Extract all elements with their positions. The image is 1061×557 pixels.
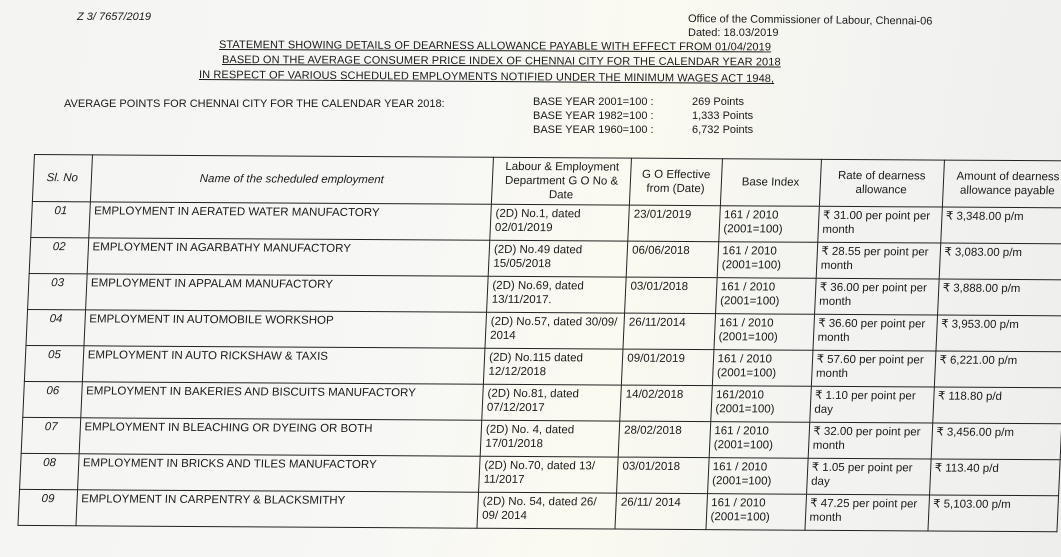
cell-employment-name: EMPLOYMENT IN BLEACHING OR DYEING OR BOTH [79, 418, 482, 456]
cell-effective-date: 09/01/2019 [622, 349, 714, 386]
cell-amount: ₹ 3,083.00 p/m [939, 243, 1061, 280]
base-year-value: 1,333 Points [692, 110, 754, 122]
reference-number: Z 3/ 7657/2019 [77, 11, 152, 23]
office-name: Office of the Commissioner of Labour, Chennai-06 [687, 13, 933, 28]
cell-rate: ₹ 1.05 per point per day [806, 458, 931, 495]
cell-employment-name: EMPLOYMENT IN AUTOMOBILE WORKSHOP [84, 310, 487, 348]
cell-base-index: 161 / 2010 (2001=100) [717, 242, 818, 279]
cell-base-index: 161 / 2010 (2001=100) [712, 350, 813, 387]
cell-sl-no: 06 [23, 381, 82, 417]
cell-go-no-date: (2D) No.1, dated 02/01/2019 [490, 204, 630, 241]
cell-go-no-date: (2D) No.69, dated 13/11/2017. [487, 276, 627, 313]
cell-effective-date: 03/01/2018 [625, 277, 717, 314]
issue-date: Dated: 18.03/2019 [688, 27, 779, 39]
cell-go-no-date: (2D) No.81, dated 07/12/2017 [482, 384, 622, 421]
cell-go-no-date: (2D) No.115 dated 12/12/2018 [483, 348, 623, 385]
cell-sl-no: 05 [24, 345, 83, 381]
cell-effective-date: 14/02/2018 [620, 385, 712, 422]
cell-effective-date: 06/06/2018 [626, 241, 718, 278]
cell-effective-date: 26/11/2014 [623, 313, 715, 350]
cell-sl-no: 09 [18, 489, 77, 525]
base-year-1982 [533, 110, 754, 122]
cell-rate: ₹ 31.00 per point per month [817, 206, 942, 243]
cell-base-index: 161 / 2010 (2001=100) [707, 458, 808, 495]
cell-rate: ₹ 57.60 per point per month [811, 350, 936, 387]
cell-base-index: 161/2010 (2001=100) [710, 386, 811, 423]
base-year-1960 [533, 124, 754, 136]
cell-employment-name: EMPLOYMENT IN AGARBATHY MANUFACTORY [87, 238, 490, 276]
average-points-label: AVERAGE POINTS FOR CHENNAI CITY FOR THE CALENDAR YEAR 2018: [64, 98, 445, 110]
col-employment-name: Name of the scheduled employment [90, 155, 494, 204]
cell-sl-no: 02 [29, 237, 88, 273]
cell-effective-date: 23/01/2019 [628, 205, 720, 242]
cell-sl-no: 01 [31, 201, 90, 237]
statement-title-line-1: STATEMENT SHOWING DETAILS OF DEARNESS ALLOWANCE PAYABLE WITH EFFECT FROM 01/04/2019 [218, 39, 772, 54]
cell-employment-name: EMPLOYMENT IN BRICKS AND TILES MANUFACTORY [77, 454, 480, 492]
base-year-2001 [533, 96, 744, 108]
cell-base-index: 161 / 2010 (2001=100) [718, 206, 819, 243]
base-year-value: 269 Points [692, 96, 744, 108]
cell-effective-date: 26/11/ 2014 [615, 493, 707, 530]
base-year-label: BASE YEAR 1960=100 : [533, 124, 654, 136]
col-effective-date: G O Effective from (Date) [630, 158, 722, 206]
cell-employment-name: EMPLOYMENT IN CARPENTRY & BLACKSMITHY [76, 490, 479, 528]
cell-amount: ₹ 3,348.00 p/m [940, 207, 1061, 244]
cell-rate: ₹ 36.00 per point per month [814, 278, 939, 315]
cell-base-index: 161 / 2010 (2001=100) [706, 494, 807, 531]
cell-rate: ₹ 47.25 per point per month [805, 494, 930, 531]
cell-amount: ₹ 113.40 p/d [929, 459, 1060, 496]
statement-title-line-2: BASED ON THE AVERAGE CONSUMER PRICE INDEX OF CHENNAI CITY FOR THE CALENDAR YEAR 2018 [221, 54, 781, 69]
cell-go-no-date: (2D) No.49 dated 15/05/2018 [488, 240, 628, 277]
cell-go-no-date: (2D) No. 54, dated 26/ 09/ 2014 [477, 492, 617, 529]
statement-title-line-3: IN RESPECT OF VARIOUS SCHEDULED EMPLOYMENTS NOTIFIED UNDER THE MINIMUM WAGES ACT 1948, [198, 69, 775, 86]
cell-effective-date: 28/02/2018 [618, 421, 710, 458]
cell-sl-no: 04 [26, 309, 85, 345]
cell-effective-date: 03/01/2018 [617, 457, 709, 494]
col-base-index: Base Index [720, 159, 821, 207]
base-year-value: 6,732 Points [692, 124, 754, 136]
cell-base-index: 161 / 2010 (2001=100) [715, 278, 816, 315]
table-row [18, 489, 1059, 531]
dearness-allowance-table [17, 154, 1061, 532]
cell-rate: ₹ 36.60 per point per month [813, 314, 938, 351]
col-rate: Rate of dearness allowance [819, 159, 944, 207]
cell-employment-name: EMPLOYMENT IN APPALAM MANUFACTORY [85, 274, 488, 312]
cell-go-no-date: (2D) No.70, dated 13/ 11/2017 [479, 456, 619, 493]
cell-amount: ₹ 3,953.00 p/m [935, 315, 1061, 352]
col-amount: Amount of dearness allowance payable [942, 160, 1061, 208]
cell-amount: ₹ 6,221.00 p/m [934, 351, 1061, 388]
cell-go-no-date: (2D) No. 4, dated 17/01/2018 [480, 420, 620, 457]
cell-go-no-date: (2D) No.57, dated 30/09/ 2014 [485, 312, 625, 349]
cell-rate: ₹ 28.55 per point per month [816, 242, 941, 279]
base-year-label: BASE YEAR 2001=100 : [533, 96, 654, 108]
cell-base-index: 161 / 2010 (2001=100) [714, 314, 815, 351]
cell-amount: ₹ 118.80 p/d [932, 387, 1061, 424]
col-go-no-date: Labour & Employment Department G O No & Date [491, 157, 631, 205]
cell-amount: ₹ 3,456.00 p/m [931, 423, 1061, 460]
cell-employment-name: EMPLOYMENT IN AUTO RICKSHAW & TAXIS [82, 346, 485, 384]
cell-amount: ₹ 3,888.00 p/m [937, 279, 1061, 316]
base-year-label: BASE YEAR 1982=100 : [533, 110, 654, 122]
cell-rate: ₹ 32.00 per point per month [808, 422, 933, 459]
cell-sl-no: 08 [20, 453, 79, 489]
col-sl-no: Sl. No [32, 155, 92, 202]
cell-amount: ₹ 5,103.00 p/m [927, 495, 1058, 532]
cell-sl-no: 03 [28, 273, 87, 309]
cell-sl-no: 07 [21, 417, 80, 453]
cell-rate: ₹ 1.10 per point per day [809, 386, 934, 423]
cell-employment-name: EMPLOYMENT IN AERATED WATER MANUFACTORY [88, 202, 491, 240]
cell-employment-name: EMPLOYMENT IN BAKERIES AND BISCUITS MANUFACTORY [80, 382, 483, 420]
table-header-row [32, 155, 1061, 208]
cell-base-index: 161 / 2010 (2001=100) [709, 422, 810, 459]
